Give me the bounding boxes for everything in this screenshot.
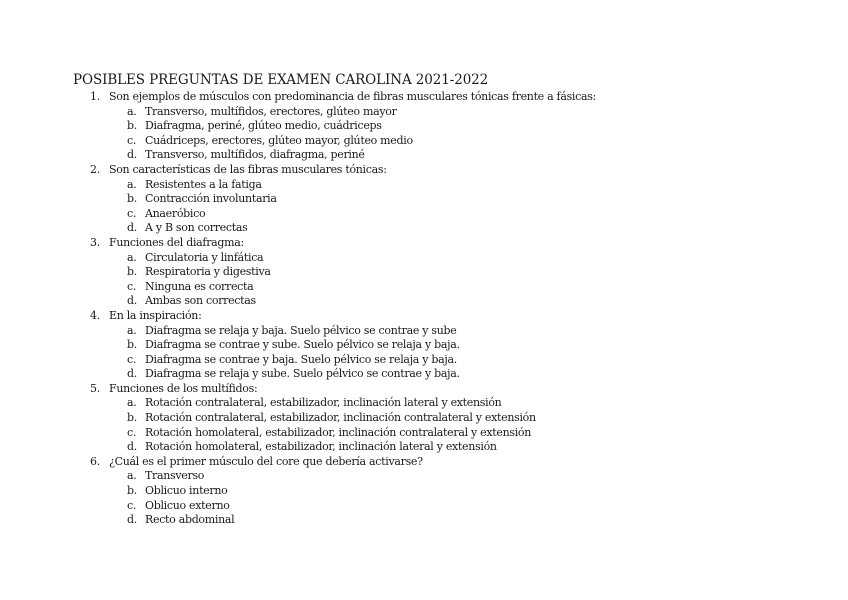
option-text: Respiratoria y digestiva [145,265,271,279]
option-letter: d. [127,513,137,527]
option-item [0,192,848,207]
option-letter: a. [127,177,137,191]
option-item [0,367,848,382]
option-item [0,207,848,222]
question-item [0,236,848,309]
option-item [0,499,848,514]
question-item [0,382,848,455]
option-letter: c. [127,206,137,220]
option-text: Transverso, multífidos, diafragma, periné [145,148,365,162]
option-text: A y B son correctas [145,221,248,235]
option-text: Transverso [145,469,205,483]
option-text: Diafragma, periné, glúteo medio, cuádriceps [145,119,382,133]
option-text: Diafragma se contrae y baja. Suelo pélvico se relaja y baja. [145,352,457,366]
option-item [0,484,848,499]
option-letter: c. [127,279,137,293]
option-text: Ambas son correctas [145,294,256,308]
option-item [0,353,848,368]
option-letter: a. [127,250,137,264]
question-text: Son ejemplos de músculos con predominancia de fibras musculares tónicas frente a fásicas: [109,90,597,103]
option-item [0,324,848,339]
option-letter: c. [127,133,137,147]
option-letter: d. [127,440,137,454]
question-number: 4. [90,308,100,322]
option-letter: b. [127,484,137,498]
option-letter: b. [127,119,137,133]
option-item [0,119,848,134]
option-item [0,469,848,484]
option-text: Anaeróbico [145,206,206,220]
question-item [0,455,848,528]
option-item [0,513,848,528]
option-text: Oblicuo externo [145,498,230,512]
option-letter: b. [127,411,137,425]
option-item [0,221,848,236]
option-text: Contracción involuntaria [145,192,277,206]
option-text: Diafragma se relaja y sube. Suelo pélvico se contrae y baja. [145,367,460,381]
option-letter: b. [127,338,137,352]
question-number: 6. [90,454,100,468]
option-letter: c. [127,352,137,366]
option-letter: c. [127,498,137,512]
question-text: Funciones de los multífidos: [109,381,258,395]
option-letter: a. [127,469,137,483]
option-text: Recto abdominal [145,513,235,527]
option-text: Rotación contralateral, estabilizador, inclinación lateral y extensión [145,396,502,410]
question-line [0,382,848,397]
question-line [0,90,848,105]
option-list [0,469,848,527]
option-item [0,105,848,120]
question-item [0,309,848,382]
option-text: Cuádriceps, erectores, glúteo mayor, glúteo medio [145,133,413,147]
option-text: Rotación contralateral, estabilizador, inclinación contralateral y extensión [145,411,536,425]
option-list [0,105,848,163]
option-letter: c. [127,425,137,439]
question-list [0,90,848,528]
option-item [0,265,848,280]
option-text: Resistentes a la fatiga [145,177,262,191]
option-item [0,251,848,266]
option-letter: b. [127,192,137,206]
question-item [0,90,848,163]
question-line [0,455,848,470]
option-list [0,251,848,309]
option-text: Transverso, multífidos, erectores, glúteo mayor [145,104,397,118]
option-item [0,148,848,163]
option-item [0,294,848,309]
option-text: Oblicuo interno [145,484,228,498]
option-list [0,178,848,236]
question-number: 1. [90,90,100,103]
option-item [0,178,848,193]
question-item [0,163,848,236]
option-item [0,396,848,411]
option-item [0,411,848,426]
option-letter: b. [127,265,137,279]
document-title: POSIBLES PREGUNTAS DE EXAMEN CAROLINA 2021-2022 [73,72,489,88]
option-letter: d. [127,294,137,308]
question-line [0,236,848,251]
option-letter: d. [127,148,137,162]
option-text: Diafragma se relaja y baja. Suelo pélvico se contrae y sube [145,323,457,337]
option-letter: a. [127,104,137,118]
question-text: En la inspiración: [109,308,202,322]
question-line [0,309,848,324]
option-list [0,324,848,382]
option-list [0,396,848,454]
question-line [0,163,848,178]
question-text: ¿Cuál es el primer músculo del core que debería activarse? [109,454,423,468]
option-item [0,426,848,441]
option-item [0,134,848,149]
option-item [0,280,848,295]
option-text: Rotación homolateral, estabilizador, inclinación contralateral y extensión [145,425,532,439]
option-item [0,338,848,353]
option-text: Diafragma se contrae y sube. Suelo pélvico se relaja y baja. [145,338,460,352]
option-letter: a. [127,323,137,337]
option-item [0,440,848,455]
question-number: 5. [90,381,100,395]
question-text: Funciones del diafragma: [109,235,244,249]
option-text: Ninguna es correcta [145,279,254,293]
question-number: 3. [90,235,100,249]
question-text: Son características de las fibras musculares tónicas: [109,162,387,176]
option-letter: a. [127,396,137,410]
option-text: Circulatoria y linfática [145,250,264,264]
option-text: Rotación homolateral, estabilizador, inclinación lateral y extensión [145,440,497,454]
option-letter: d. [127,221,137,235]
option-letter: d. [127,367,137,381]
question-number: 2. [90,162,100,176]
